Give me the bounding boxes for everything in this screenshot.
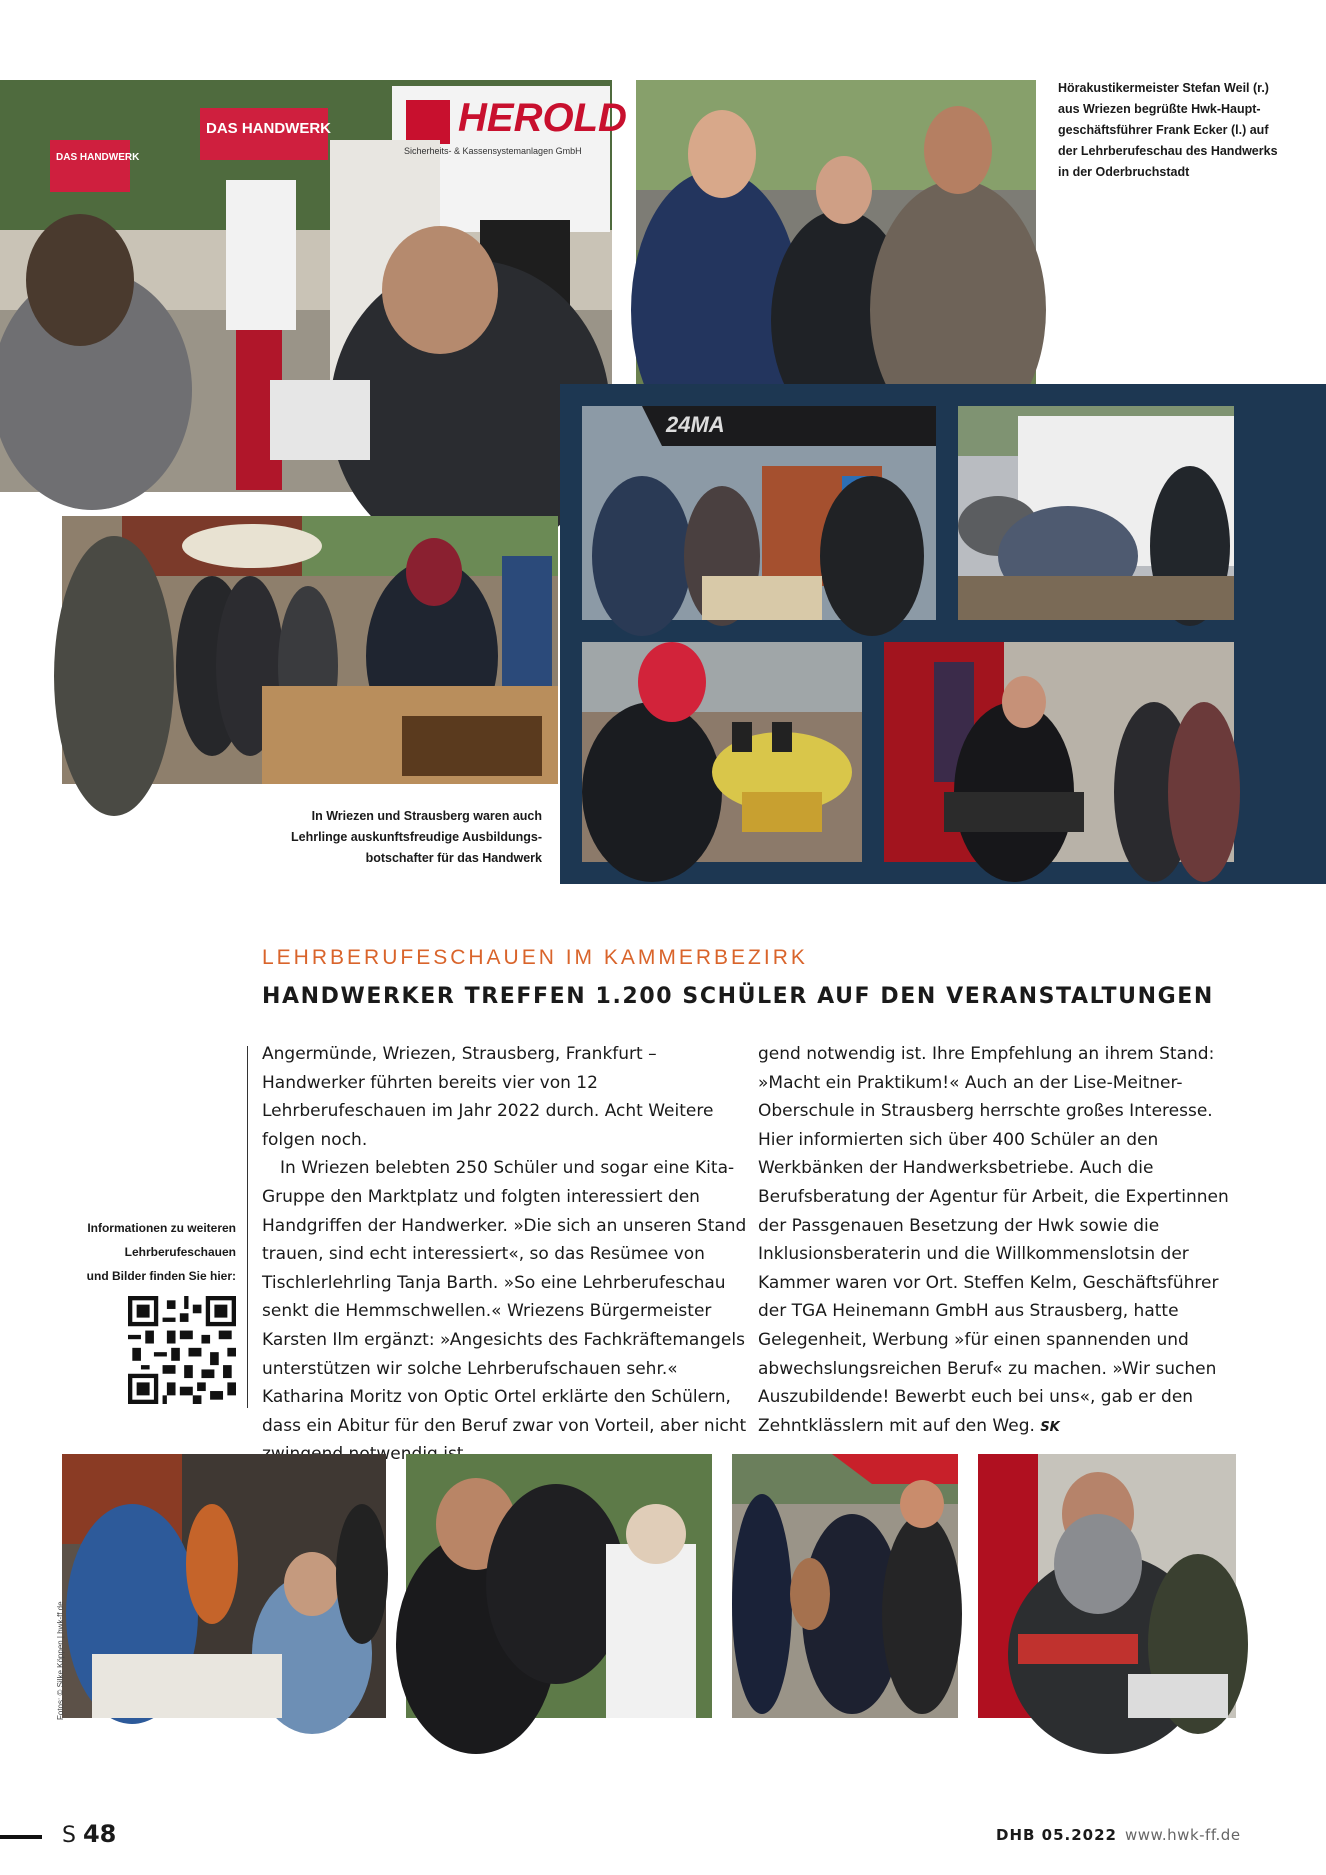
article-column-2	[758, 1040, 1250, 1442]
qr-code[interactable]	[128, 1296, 236, 1404]
footer-issue	[996, 1826, 1241, 1844]
article-headline: HANDWERKER TREFFEN 1.200 SCHÜLER AUF DEN VERANSTALTUNGEN	[262, 984, 1214, 1009]
banner-das-handwerk: DAS HANDWERK	[56, 152, 140, 163]
issue-label: DHB 05.2022	[996, 1826, 1117, 1844]
photo-herold-stand	[0, 80, 627, 492]
photo-bottom-hairdresser	[732, 1454, 958, 1718]
caption-greeting	[1058, 78, 1318, 183]
photo-credit: Fotos: © Silke Köppen | hwk-ff.de	[56, 1601, 65, 1720]
article-column-1	[262, 1040, 754, 1465]
caption-line: der Lehrberufeschau des Handwerks	[1058, 144, 1278, 158]
page-prefix: S	[62, 1823, 76, 1848]
photo-bottom-workbench	[62, 1454, 386, 1718]
column-divider	[247, 1046, 248, 1408]
footer-url[interactable]: www.hwk-ff.de	[1124, 1826, 1241, 1844]
page-number-value: 48	[82, 1820, 117, 1848]
photo-van-demo	[958, 406, 1234, 620]
herold-subline: Sicherheits- & Kassensystemanlagen GmbH	[404, 146, 582, 156]
sidebar-info	[60, 1216, 236, 1288]
photo-greeting	[636, 80, 1036, 384]
banner-das-handwerk-2: DAS HANDWERK	[206, 120, 331, 137]
caption-line: in der Oderbruchstadt	[1058, 165, 1190, 179]
caption-line: aus Wriezen begrüßte Hwk-Haupt-	[1058, 102, 1261, 116]
photo-bottom-mannequin	[406, 1454, 712, 1718]
caption-woodwork	[240, 806, 542, 869]
caption-line: In Wriezen und Strausberg waren auch	[311, 809, 542, 823]
caption-line: Hörakustikermeister Stefan Weil (r.)	[1058, 81, 1269, 95]
paragraph-intro: Angermünde, Wriezen, Strausberg, Frankfurt – Handwerker führten bereits vier von 12 Lehrberufeschauen im Jahr 2022 durch. Acht Weitere folgen noch.	[262, 1044, 714, 1150]
author-signature: SK	[1040, 1419, 1060, 1435]
caption-line: botschafter für das Handwerk	[365, 851, 542, 865]
photo-woodwork	[62, 516, 558, 784]
footer-rule	[0, 1835, 42, 1839]
photo-24ma-tent	[582, 406, 936, 620]
paragraph-strausberg	[758, 1040, 1250, 1442]
page-number	[62, 1820, 116, 1848]
paragraph-wriezen: In Wriezen belebten 250 Schüler und sogar eine Kita-Gruppe den Marktplatz und folgten interessiert den Handgriffen der Handwerker. »Die sich an unseren Stand trauen, sind echt interessiert«, so das Resümee von Tischlerlehrling Tanja Barth. »So eine Lehrberufeschau senkt die Hemmschwellen.« Wriezens Bürgermeister Karsten Ilm ergänzt: »Angesichts des Fachkräftemangels unterstützen wir solche Lehrberufschauen sehr.« Katharina Moritz von Optic Ortel erklärte den Schülern, dass ein Abitur für den Beruf zwar von Vorteil, aber nicht notwendig	[262, 1158, 747, 1465]
paragraph-strausberg-text: gend notwendig ist. Ihre Empfehlung an ihrem Stand: »Macht ein Praktikum!« Auch an der Lise-Meitner-Oberschule in Strausberg herrschte großes Interesse. Hier informierten sich über 400 Schüler an den Werkbänken der Handwerksbetriebe. Auch die Berufsberatung der Agentur für Arbeit, die Expertinnen der Passgenauen Besetzung der Hwk sowie die Inklusionsberaterin und die Willkommenslotsin der Kammer waren vor Ort. Steffen Kelm, Geschäftsführer der TGA Heinemann GmbH aus Strausberg, hatte Gelegenheit, Werbung »für einen spannenden und abwechslungsreichen Beruf« zu machen. »Wir suchen Auszubildende! Bewerbt euch bei uns«, gab er den Zehntklässlern mit auf den Weg.	[758, 1044, 1229, 1436]
caption-line: Lehrlinge auskunftsfreudige Ausbildungs-	[291, 830, 542, 844]
article-kicker: LEHRBERUFESCHAUEN IM KAMMERBEZIRK	[262, 946, 808, 969]
tent-logo-text: 24MA	[666, 412, 725, 437]
sidebar-info-line: und Bilder finden Sie hier:	[86, 1269, 236, 1283]
photo-bottom-welding	[978, 1454, 1236, 1718]
photo-chimney-sweep	[884, 642, 1234, 862]
caption-line: geschäftsführer Frank Ecker (l.) auf	[1058, 123, 1269, 137]
herold-logo-text: HEROLD	[458, 96, 627, 140]
photo-red-hair-workshop	[582, 642, 862, 862]
sidebar-info-line: Informationen zu weiteren	[87, 1221, 236, 1235]
sidebar-info-line: Lehrberufeschauen	[124, 1245, 236, 1259]
